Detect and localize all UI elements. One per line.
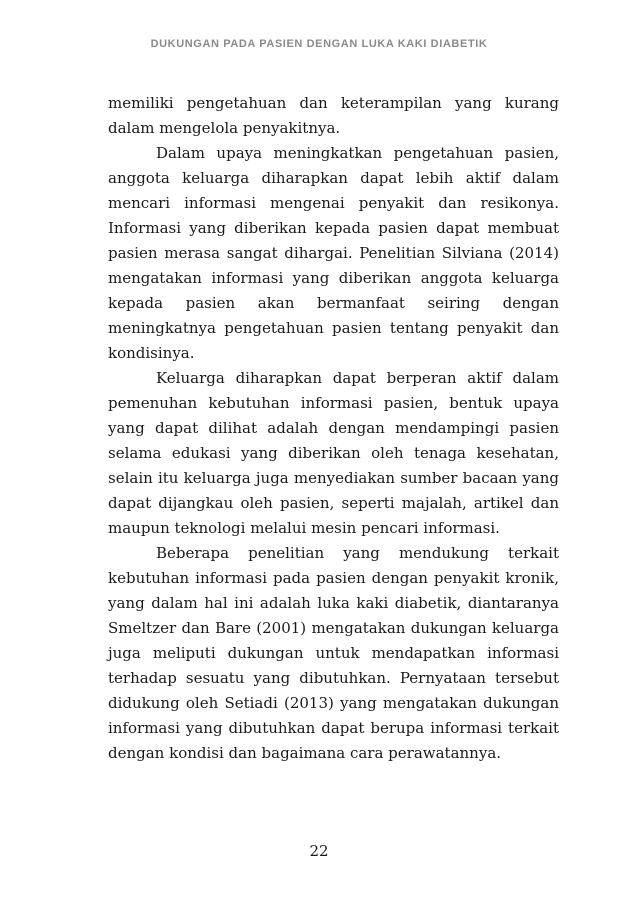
- paragraph-informasi-keluarga: Dalam upaya meningkatkan pengetahuan pasien, anggota keluarga diharapkan dapat lebih aktif dalam mencari informasi mengenai penyakit dan resikonya. Informasi yang diberikan kepada pasien dapat membuat pasien merasa sangat dihargai. Penelitian Silviana (2014) mengatakan informasi yang diberikan anggota keluarga kepada pasien akan bermanfaat seiring dengan meningkatnya pengetahuan pasien tentang penyakit dan kondisinya.: [108, 144, 559, 362]
- running-header: DUKUNGAN PADA PASIEN DENGAN LUKA KAKI DIABETIK: [150, 38, 488, 50]
- paragraph-peran-keluarga: Keluarga diharapkan dapat berperan aktif dalam pemenuhan kebutuhan informasi pasien, bentuk upaya yang dapat dilihat adalah dengan mendampingi pasien selama edukasi yang diberikan oleh tenaga kesehatan, selain itu keluarga juga menyediakan sumber bacaan yang dapat dijangkau oleh pasien, seperti majalah, artikel dan maupun teknologi melalui mesin pencari informasi.: [108, 369, 559, 537]
- body-text: [108, 91, 559, 766]
- page-number: 22: [309, 842, 329, 860]
- paragraph-continuation: memiliki pengetahuan dan keterampilan yang kurang dalam mengelola penyakitnya.: [108, 94, 559, 137]
- paragraph-penelitian-pendukung: Beberapa penelitian yang mendukung terkait kebutuhan informasi pada pasien dengan penyakit kronik, yang dalam hal ini adalah luka kaki diabetik, diantaranya Smeltzer dan Bare (2001) mengatakan dukungan keluarga juga meliputi dukungan untuk mendapatkan informasi terhadap sesuatu yang dibutuhkan. Pernyataan tersebut didukung oleh Setiadi (2013) yang mengatakan dukungan informasi yang dibutuhkan dapat berupa informasi terkait dengan kondisi dan bagaimana cara perawatannya.: [108, 544, 559, 762]
